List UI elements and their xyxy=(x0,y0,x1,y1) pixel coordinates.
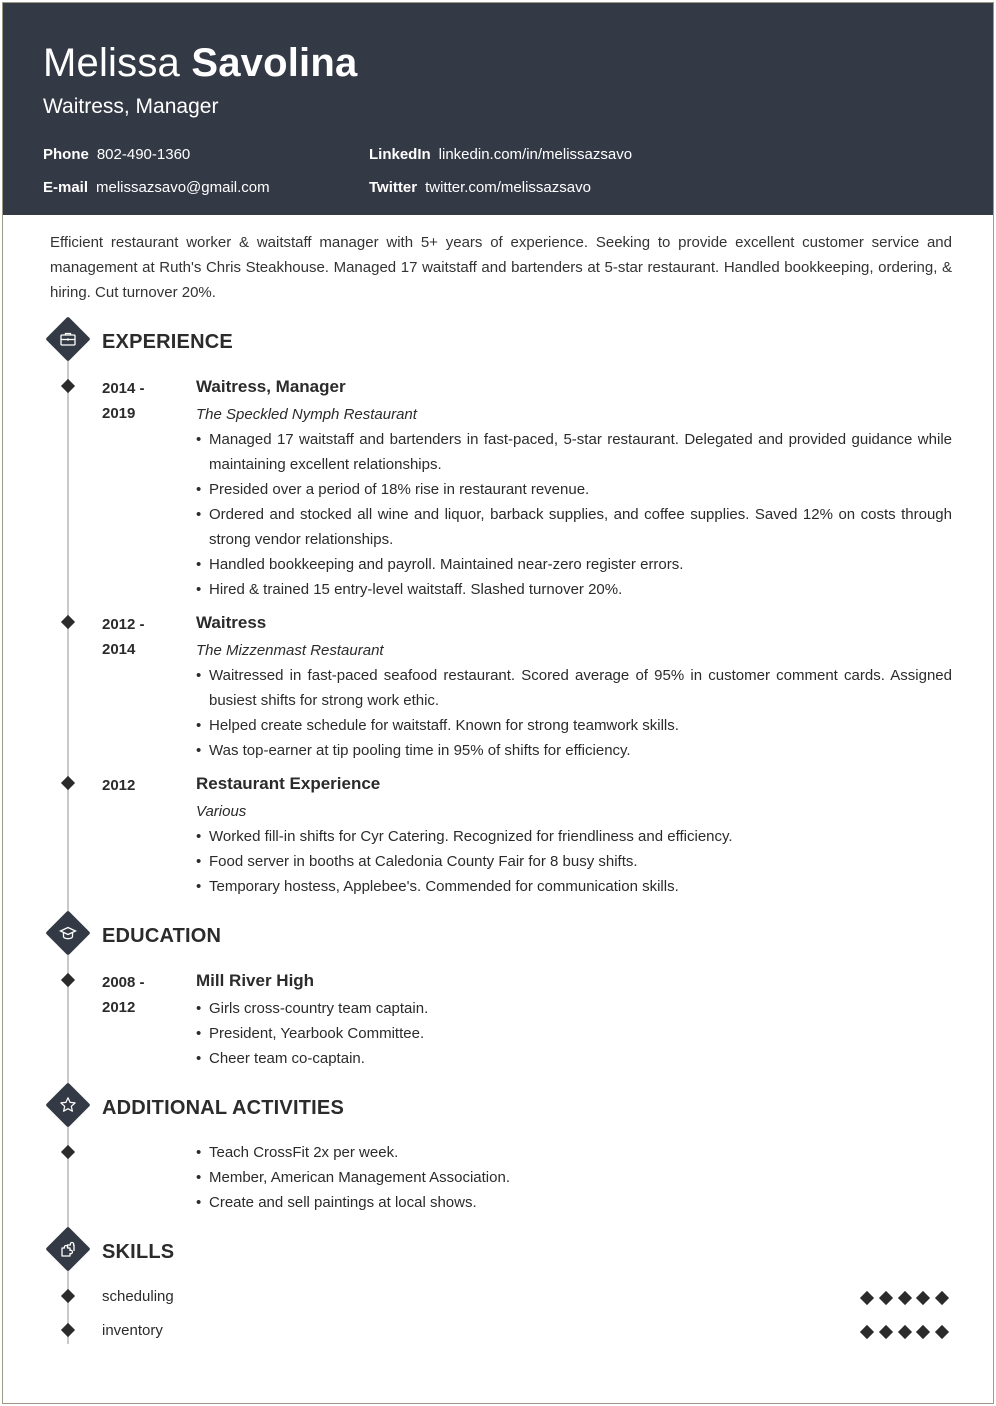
activities-bullets xyxy=(196,1140,952,1215)
job-bullets xyxy=(196,427,952,602)
candidate-title: Waitress, Manager xyxy=(43,95,219,118)
rating-diamond xyxy=(916,1325,930,1339)
contact-linkedin: LinkedIn linkedin.com/in/melissazsavo xyxy=(369,146,633,163)
rating-diamond xyxy=(916,1291,930,1305)
job-date: 2012 xyxy=(102,777,136,794)
contact-email: E-mail melissazsavo@gmail.com xyxy=(43,179,270,196)
email-link[interactable]: melissazsavo@gmail.com xyxy=(96,179,270,196)
rating-diamond xyxy=(879,1325,893,1339)
list-item: • Teach CrossFit 2x per week. xyxy=(196,1140,952,1165)
timeline-line xyxy=(67,360,69,915)
summary-paragraph: Efficient restaurant worker & waitstaff manager with 5+ years of experience. Seeking to provide excellent customer service and management at Ruth's Chris Steakhouse. Managed 17 waitstaff and bartenders at 5-star restaurant. Handled bookkeeping, ordering, & hiring. Cut turnover 20%. xyxy=(50,234,952,301)
education-bullets xyxy=(196,996,952,1071)
rating-diamond xyxy=(879,1291,893,1305)
list-item: • Presided over a period of 18% rise in restaurant revenue. xyxy=(196,477,952,502)
job-title: Waitress, Manager xyxy=(196,377,346,396)
job-date: 2012 - 2014 xyxy=(102,616,145,658)
rating-diamond xyxy=(898,1325,912,1339)
job-company: Various xyxy=(196,803,247,820)
list-item: • Temporary hostess, Applebee's. Commended for communication skills. xyxy=(196,874,952,899)
rating-diamond xyxy=(935,1325,949,1339)
twitter-link[interactable]: twitter.com/melissazsavo xyxy=(425,179,591,196)
job-title: Waitress xyxy=(196,613,267,632)
list-item: • Create and sell paintings at local shows. xyxy=(196,1190,952,1215)
list-item: • Girls cross-country team captain. xyxy=(196,996,952,1021)
education-date: 2008 - 2012 xyxy=(102,974,145,1016)
rating-diamond xyxy=(860,1325,874,1339)
section-title-education: EDUCATION xyxy=(102,925,222,947)
contact-twitter: Twitter twitter.com/melissazsavo xyxy=(369,179,591,196)
contact-phone: Phone 802-490-1360 xyxy=(43,146,191,163)
job-bullets xyxy=(196,663,952,763)
list-item: • Managed 17 waitstaff and bartenders in fast-paced, 5-star restaurant. Delegated and provided guidance while maintaining excellent relationships. xyxy=(196,427,952,477)
timeline-line xyxy=(67,1126,69,1231)
list-item: • Handled bookkeeping and payroll. Maintained near-zero register errors. xyxy=(196,552,952,577)
section-title-activities: ADDITIONAL ACTIVITIES xyxy=(102,1097,344,1119)
rating-diamond xyxy=(860,1291,874,1305)
job-title: Restaurant Experience xyxy=(196,774,381,793)
first-name: Melissa xyxy=(43,41,180,85)
list-item: • Cheer team co-captain. xyxy=(196,1046,952,1071)
section-title-experience: EXPERIENCE xyxy=(102,331,233,353)
rating-diamond xyxy=(898,1291,912,1305)
skill-name: scheduling xyxy=(102,1288,174,1305)
job-company: The Mizzenmast Restaurant xyxy=(196,642,384,659)
list-item: • Ordered and stocked all wine and liquor, barback supplies, and coffee supplies. Saved 12% on costs through strong vendor relationships. xyxy=(196,502,952,552)
skill-rating xyxy=(862,1290,956,1304)
job-date: 2014 - 2019 xyxy=(102,380,145,422)
list-item: • President, Yearbook Committee. xyxy=(196,1021,952,1046)
list-item: • Waitressed in fast-paced seafood restaurant. Scored average of 95% in customer comment cards. Assigned busiest shifts for strong work ethic. xyxy=(196,663,952,713)
list-item: • Hired & trained 15 entry-level waitstaff. Slashed turnover 20%. xyxy=(196,577,952,602)
linkedin-link[interactable]: linkedin.com/in/melissazsavo xyxy=(438,146,633,163)
job-bullets xyxy=(196,824,952,899)
resume-header xyxy=(3,3,993,215)
rating-diamond xyxy=(935,1291,949,1305)
list-item: • Helped create schedule for waitstaff. Known for strong teamwork skills. xyxy=(196,713,952,738)
job-company: The Speckled Nymph Restaurant xyxy=(196,406,417,423)
section-title-skills: SKILLS xyxy=(102,1241,175,1263)
candidate-name xyxy=(43,41,357,86)
school-name: Mill River High xyxy=(196,971,315,990)
skill-rating xyxy=(862,1324,956,1338)
list-item: • Worked fill-in shifts for Cyr Catering. Recognized for friendliness and efficiency. xyxy=(196,824,952,849)
list-item: • Was top-earner at tip pooling time in 95% of shifts for efficiency. xyxy=(196,738,952,763)
list-item: • Food server in booths at Caledonia County Fair for 8 busy shifts. xyxy=(196,849,952,874)
skill-name: inventory xyxy=(102,1322,163,1339)
list-item: • Member, American Management Association. xyxy=(196,1165,952,1190)
last-name: Savolina xyxy=(191,41,358,85)
phone-value[interactable]: 802-490-1360 xyxy=(96,146,191,163)
